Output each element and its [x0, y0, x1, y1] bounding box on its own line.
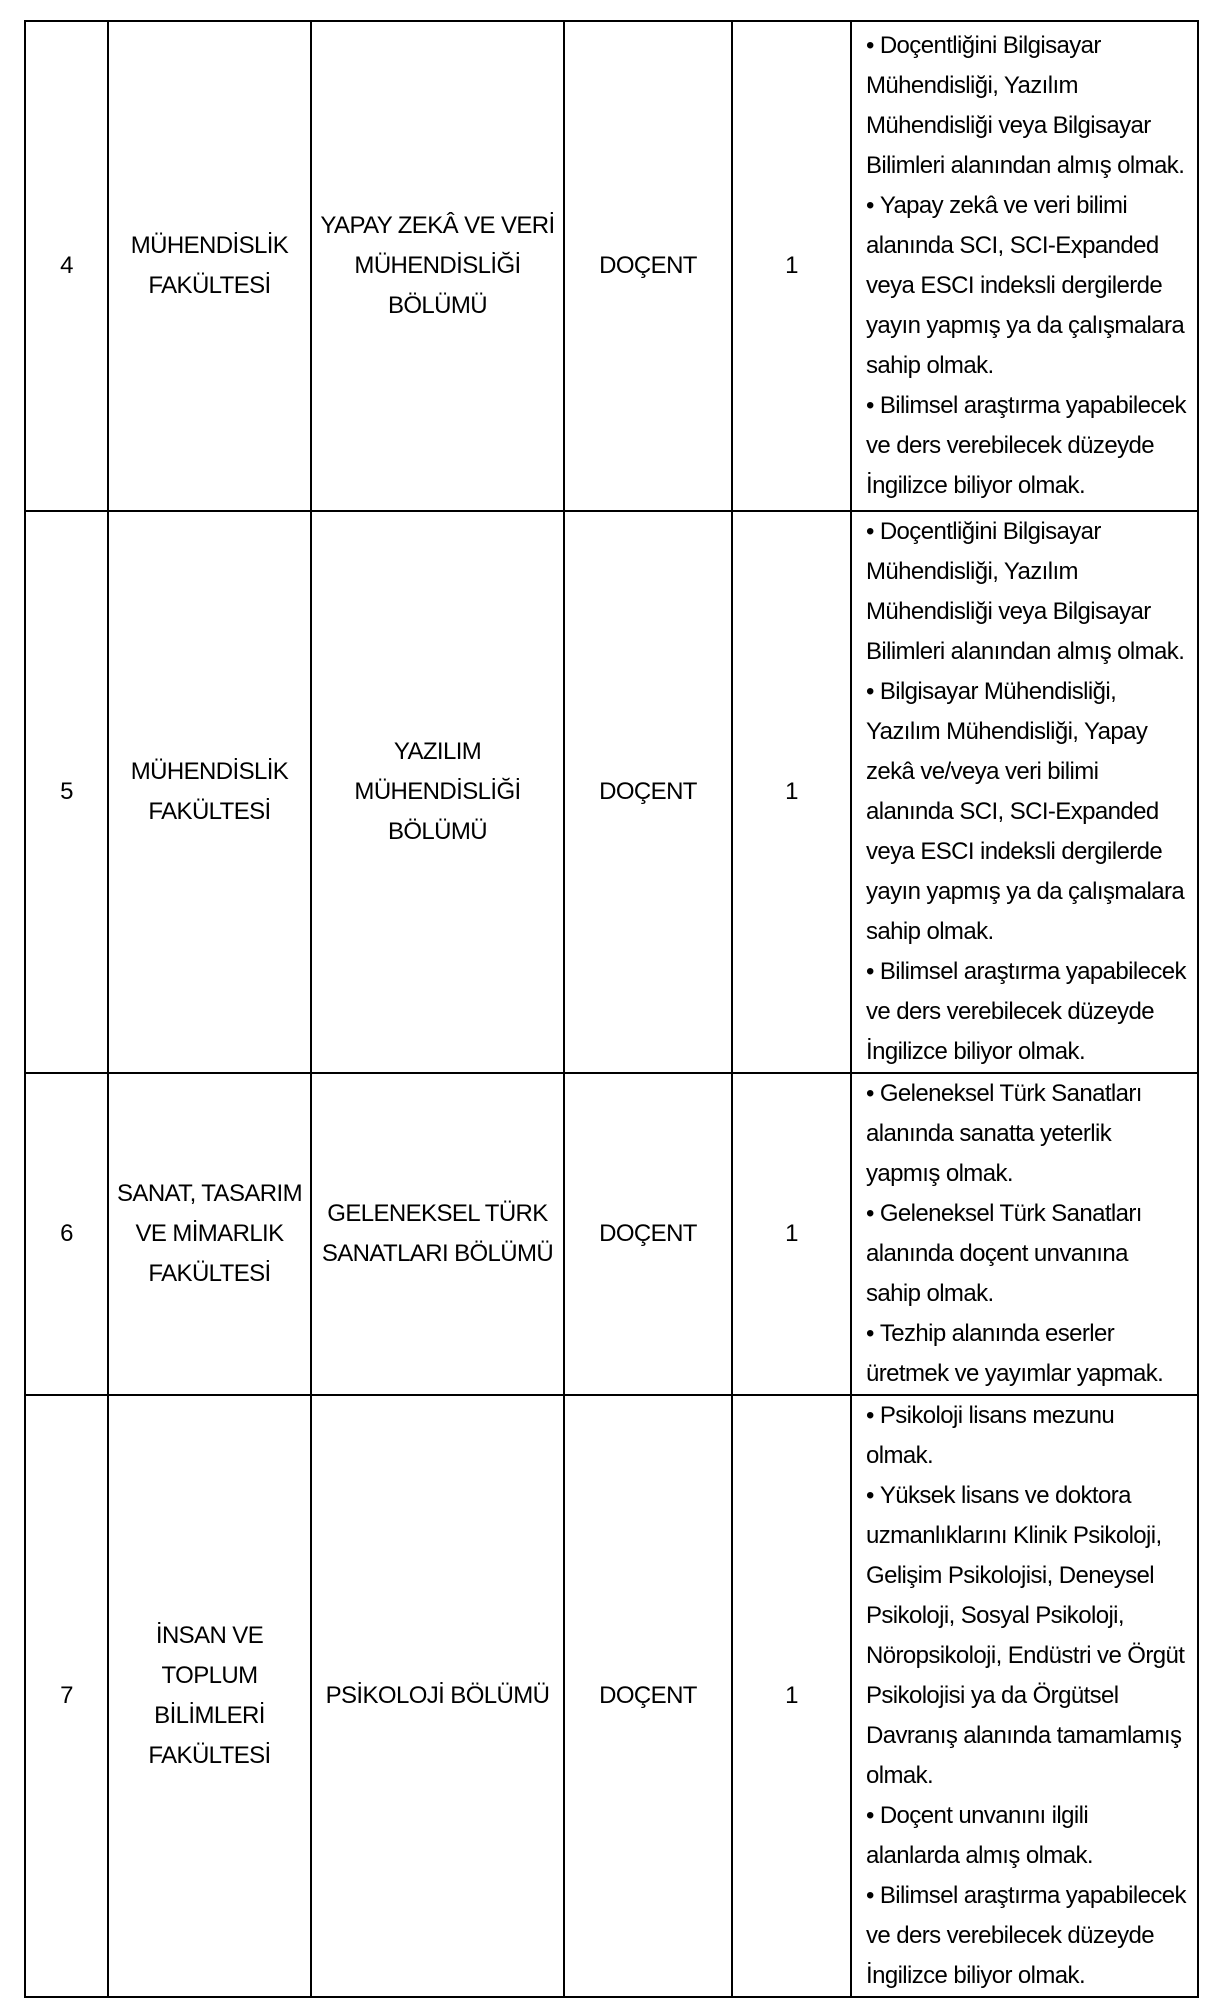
- row-number-cell: 6: [25, 1073, 108, 1395]
- table-row: [25, 21, 1198, 511]
- requirement-item: • Doçentliğini Bilgisayar Mühendisliği, Yazılım Mühendisliği veya Bilgisayar Bilimleri alanından almış olmak.: [866, 518, 1185, 665]
- department-cell: YAPAY ZEKÂ VE VERİ MÜHENDİSLİĞİ BÖLÜMÜ: [311, 21, 564, 511]
- department-cell: YAZILIM MÜHENDİSLİĞİ BÖLÜMÜ: [311, 511, 564, 1073]
- bullet-icon: •: [866, 518, 874, 545]
- count-cell: 1: [732, 1395, 851, 1997]
- requirement-item: • Doçentliğini Bilgisayar Mühendisliği, Yazılım Mühendisliği veya Bilgisayar Bilimleri alanından almış olmak.: [866, 32, 1185, 179]
- requirements-cell: [851, 511, 1198, 1073]
- bullet-icon: •: [866, 1080, 874, 1107]
- table-row: [25, 1395, 1198, 1997]
- requirements-cell: [851, 1073, 1198, 1395]
- bullet-icon: •: [866, 192, 874, 219]
- bullet-icon: •: [866, 392, 874, 419]
- department-cell: GELENEKSEL TÜRK SANATLARI BÖLÜMÜ: [311, 1073, 564, 1395]
- bullet-icon: •: [866, 1320, 874, 1347]
- count-cell: 1: [732, 1073, 851, 1395]
- title-cell: DOÇENT: [564, 1395, 732, 1997]
- requirement-item: • Doçent unvanını ilgili alanlarda almış olmak.: [866, 1802, 1093, 1869]
- bullet-icon: •: [866, 678, 874, 705]
- bullet-icon: •: [866, 1200, 874, 1227]
- requirement-item: • Tezhip alanında eserler üretmek ve yayımlar yapmak.: [866, 1320, 1164, 1387]
- faculty-cell: SANAT, TASARIM VE MİMARLIK FAKÜLTESİ: [108, 1073, 311, 1395]
- faculty-cell: MÜHENDİSLİK FAKÜLTESİ: [108, 21, 311, 511]
- table-row: [25, 511, 1198, 1073]
- bullet-icon: •: [866, 32, 874, 59]
- requirements-cell: [851, 21, 1198, 511]
- title-cell: DOÇENT: [564, 21, 732, 511]
- requirement-item: • Geleneksel Türk Sanatları alanında sanatta yeterlik yapmış olmak.: [866, 1080, 1142, 1187]
- requirement-item: • Bilimsel araştırma yapabilecek ve ders verebilecek düzeyde İngilizce biliyor olmak.: [866, 958, 1186, 1065]
- bullet-icon: •: [866, 1882, 874, 1909]
- requirement-item: • Bilimsel araştırma yapabilecek ve ders verebilecek düzeyde İngilizce biliyor olmak.: [866, 1882, 1186, 1989]
- bullet-icon: •: [866, 1402, 874, 1429]
- row-number-cell: 7: [25, 1395, 108, 1997]
- bullet-icon: •: [866, 958, 874, 985]
- bullet-icon: •: [866, 1482, 874, 1509]
- faculty-cell: MÜHENDİSLİK FAKÜLTESİ: [108, 511, 311, 1073]
- table-row: [25, 1073, 1198, 1395]
- department-cell: PSİKOLOJİ BÖLÜMÜ: [311, 1395, 564, 1997]
- requirement-item: • Yapay zekâ ve veri bilimi alanında SCI, SCI-Expanded veya ESCI indeksli dergilerde yayın yapmış ya da çalışmalara sahip olmak.: [866, 192, 1185, 379]
- requirement-item: • Geleneksel Türk Sanatları alanında doçent unvanına sahip olmak.: [866, 1200, 1142, 1307]
- count-cell: 1: [732, 511, 851, 1073]
- row-number-cell: 4: [25, 21, 108, 511]
- faculty-cell: İNSAN VE TOPLUM BİLİMLERİ FAKÜLTESİ: [108, 1395, 311, 1997]
- positions-table: [24, 20, 1199, 1998]
- requirement-item: • Yüksek lisans ve doktora uzmanlıklarını Klinik Psikoloji, Gelişim Psikolojisi, Deneysel Psikoloji, Sosyal Psikoloji, Nöropsikoloji, Endüstri ve Örgüt Psikolojisi ya da Örgütsel Davranış alanında tamamlamış olmak.: [866, 1482, 1185, 1789]
- requirements-cell: [851, 1395, 1198, 1997]
- bullet-icon: •: [866, 1802, 874, 1829]
- requirement-item: • Psikoloji lisans mezunu olmak.: [866, 1402, 1115, 1469]
- title-cell: DOÇENT: [564, 511, 732, 1073]
- title-cell: DOÇENT: [564, 1073, 732, 1395]
- row-number-cell: 5: [25, 511, 108, 1073]
- count-cell: 1: [732, 21, 851, 511]
- requirement-item: • Bilimsel araştırma yapabilecek ve ders verebilecek düzeyde İngilizce biliyor olmak.: [866, 392, 1186, 499]
- requirement-item: • Bilgisayar Mühendisliği, Yazılım Mühendisliği, Yapay zekâ ve/veya veri bilimi alanında SCI, SCI-Expanded veya ESCI indeksli dergilerde yayın yapmış ya da çalışmalara sahip olmak.: [866, 678, 1185, 945]
